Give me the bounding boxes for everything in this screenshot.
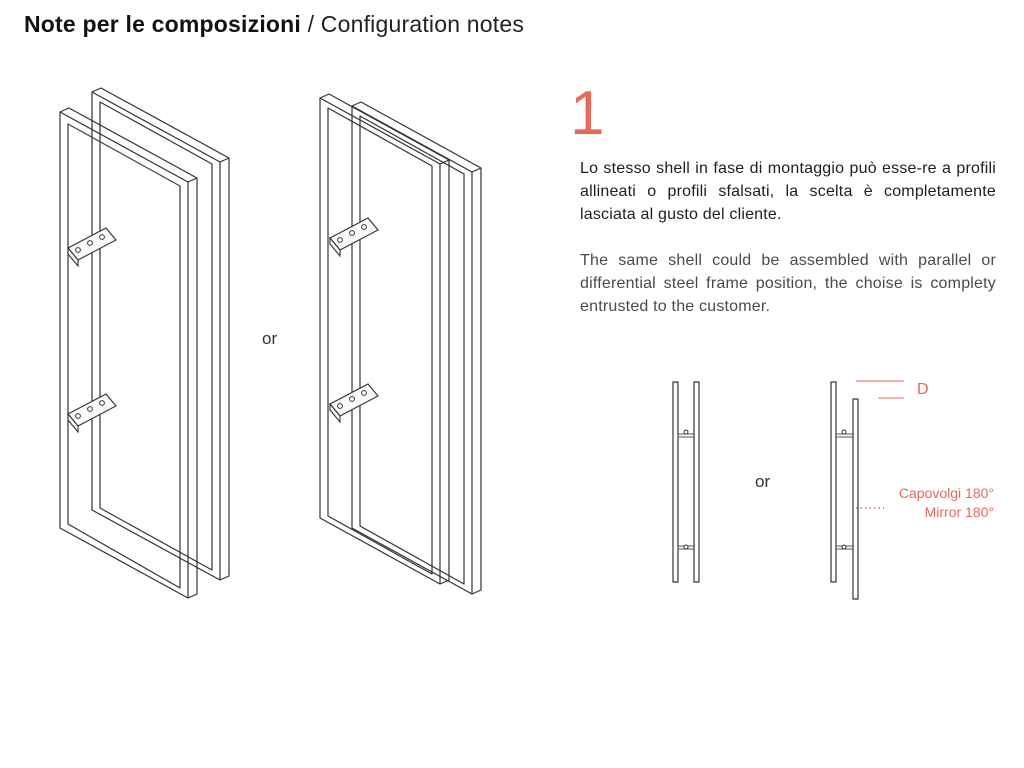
or-separator-top: or bbox=[262, 329, 278, 348]
front-frame bbox=[60, 108, 197, 598]
page-title-english: / Configuration notes bbox=[301, 11, 525, 37]
step-number: 1 bbox=[570, 79, 605, 148]
back-frame-offset bbox=[352, 102, 481, 594]
offset-label: D bbox=[917, 381, 929, 398]
description-italian: Lo stesso shell in fase di montaggio può esse-re a profili allineati o profili sfalsati, la scelta è completamente lasciata al gusto del cliente. bbox=[580, 160, 996, 223]
page-title-italian: Note per le composizioni bbox=[24, 11, 302, 37]
section-offset-profiles bbox=[831, 382, 858, 599]
frame-pair-aligned-illustration bbox=[60, 88, 229, 598]
frame-pair-offset-illustration bbox=[320, 94, 481, 594]
description-english: The same shell could be assembled with parallel or differential steel frame position, the choise is complety entrusted to the customer. bbox=[580, 252, 996, 315]
offset-dimension-marker bbox=[856, 381, 904, 398]
rotate-label-english: Mirror 180° bbox=[924, 504, 994, 520]
front-frame-offset bbox=[320, 94, 449, 584]
back-frame bbox=[92, 88, 229, 580]
bracket-lower-right bbox=[330, 384, 378, 422]
section-parallel-profiles bbox=[673, 382, 699, 582]
or-separator-bottom: or bbox=[755, 472, 771, 491]
bracket-upper-right bbox=[330, 218, 378, 256]
rotate-label-italian: Capovolgi 180° bbox=[898, 485, 994, 501]
